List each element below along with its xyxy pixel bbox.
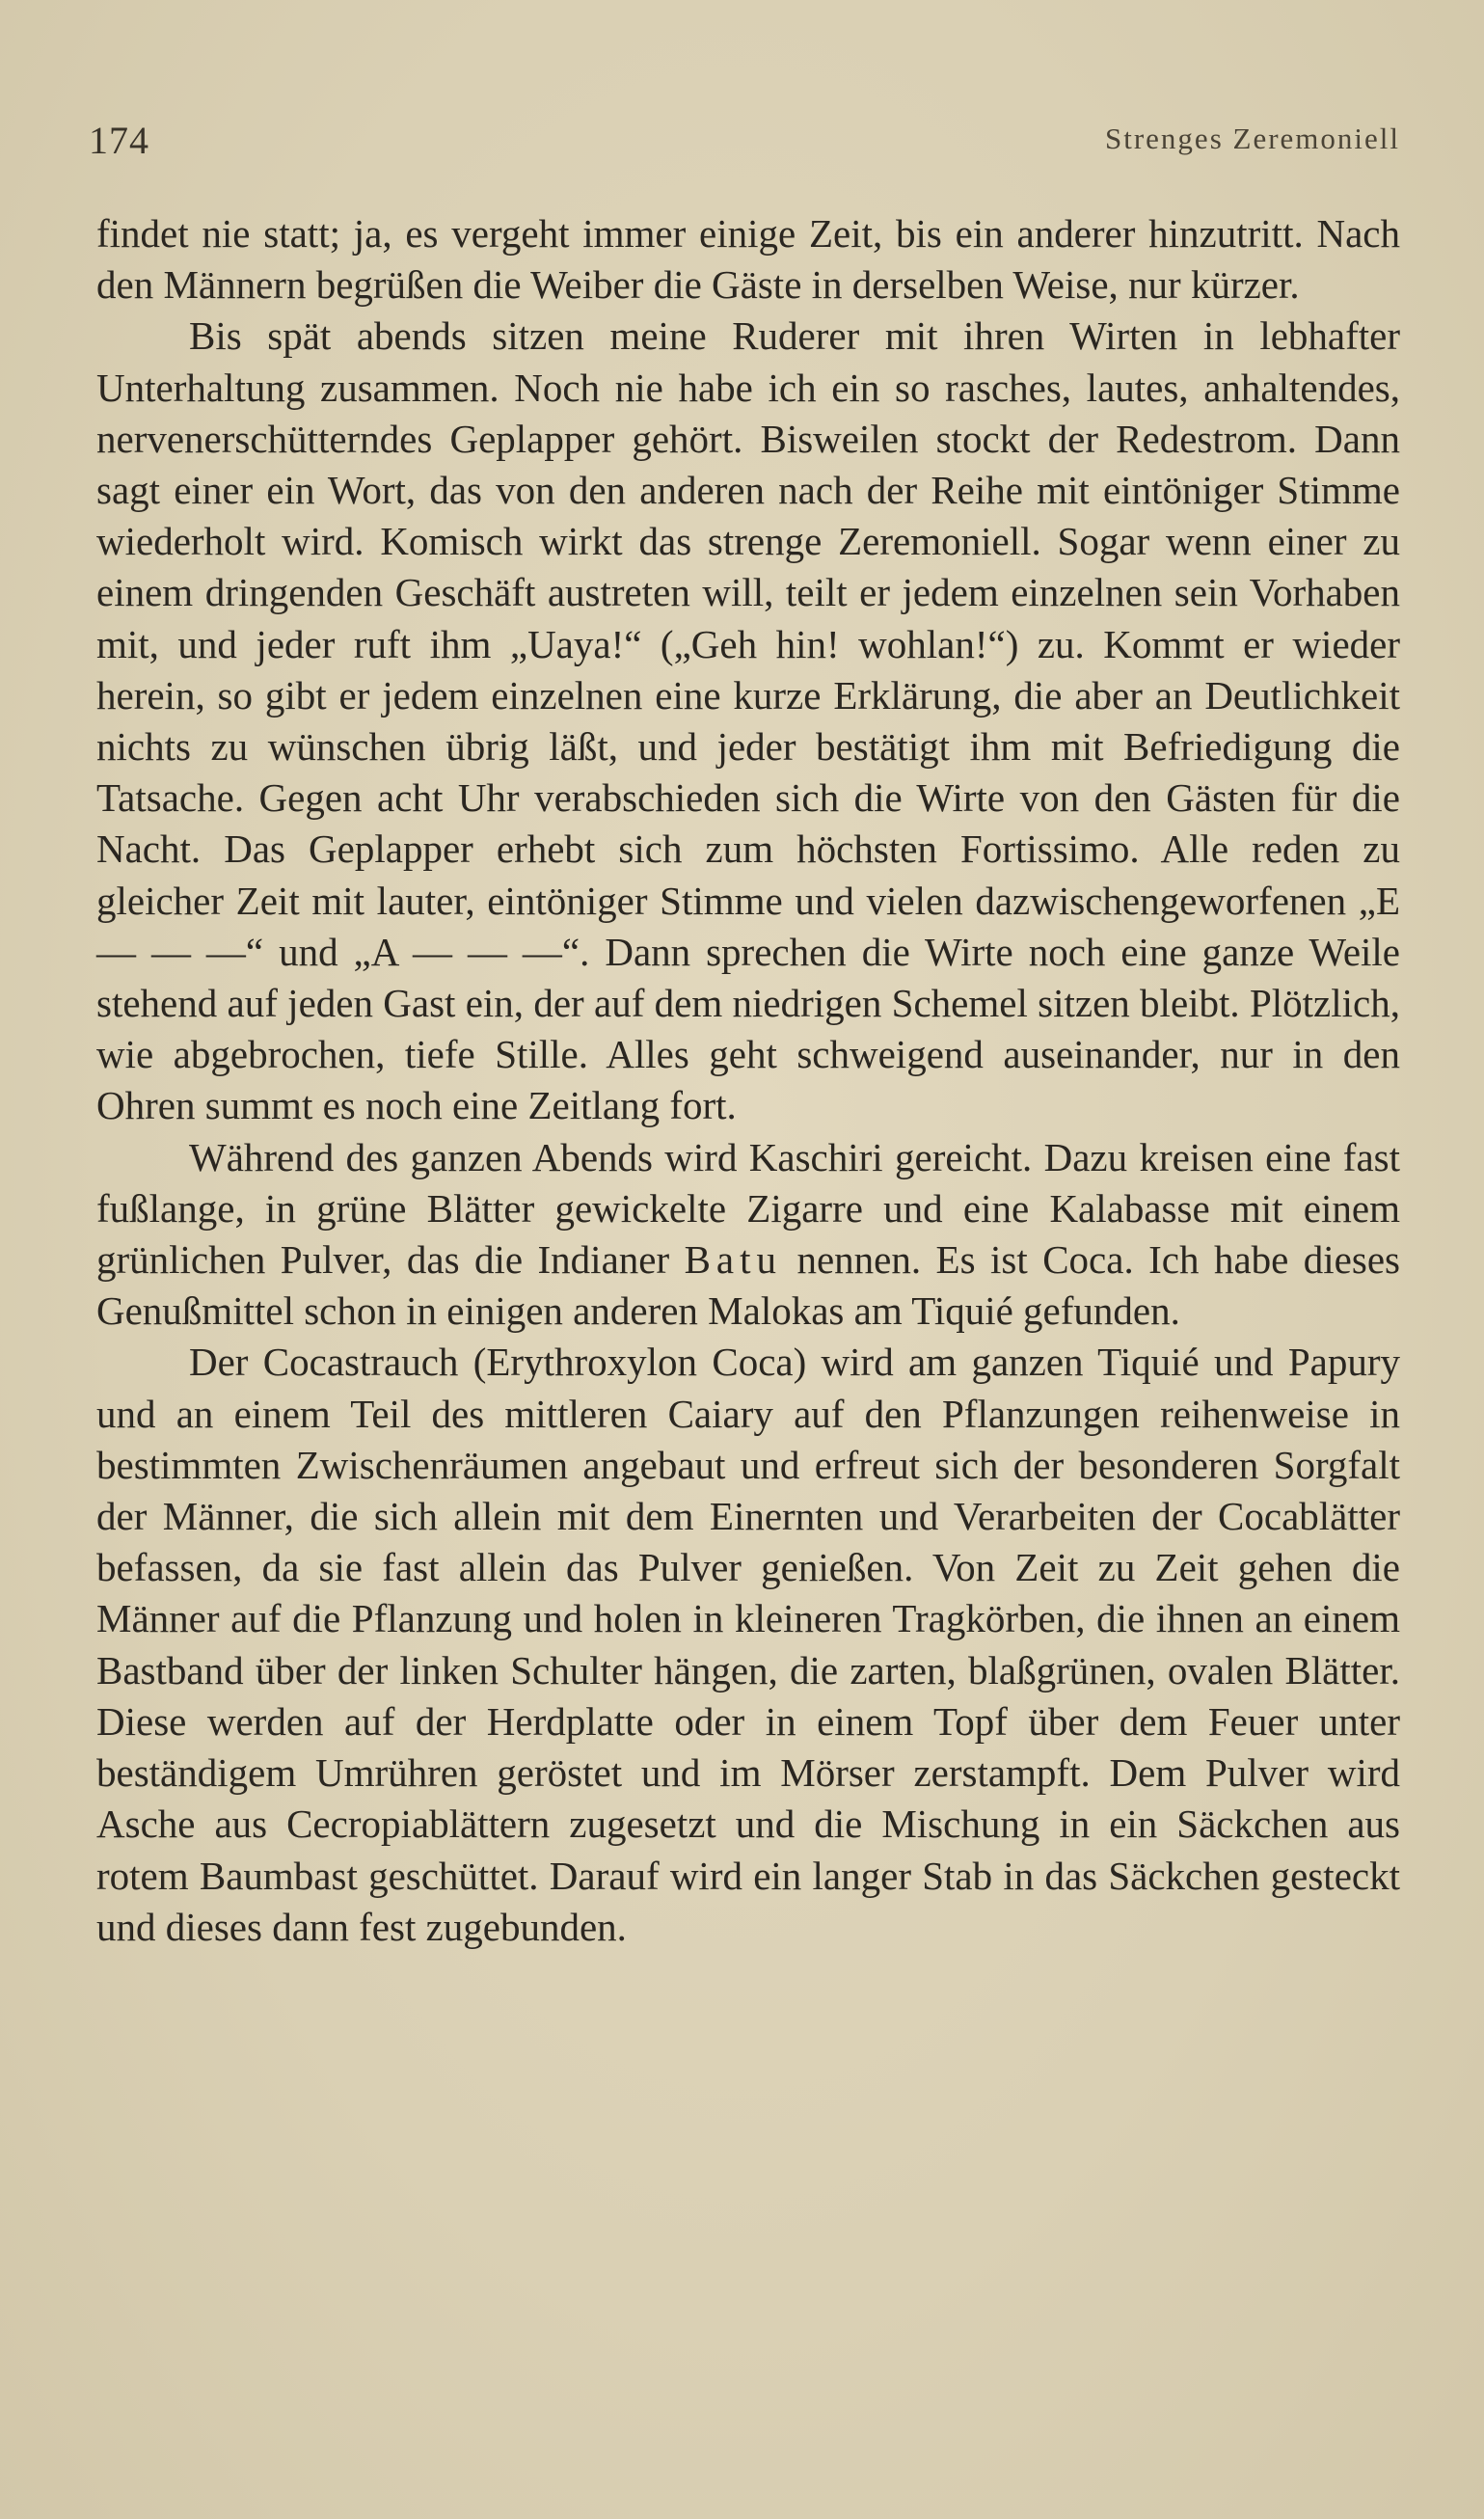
body-text [96, 208, 1400, 1953]
running-head: Strenges Zeremoniell [1105, 122, 1400, 155]
paragraph-3-text-before: Während des ganzen Abends wird Kaschiri gereicht. Dazu kreisen eine fast fußlange, in grüne Blätter gewickelte Zigarre und eine Kalabasse mit einem grünlichen Pulver, das die Indianer [96, 1134, 1400, 1283]
paragraph-1: findet nie statt; ja, es vergeht immer einige Zeit, bis ein anderer hinzutritt. Nach den Männern begrüßen die Weiber die Gäste in derselben Weise, nur kürzer. [96, 211, 1400, 308]
paragraph-2: Bis spät abends sitzen meine Ruderer mit ihren Wirten in lebhafter Unterhaltung zusammen. Noch nie habe ich ein so rasches, lautes, anhaltendes, nervenerschütterndes Geplapper gehört. Bisweilen stockt der Redestrom. Dann sagt einer ein Wort, das von den anderen nach der Reihe mit eintöniger Stimme wiederholt wird. Komisch wirkt das strenge Zeremoniell. Sogar wenn einer zu einem dringenden Geschäft austreten will, teilt er jedem einzelnen sein Vorhaben mit, und jeder ruft ihm „Uaya!“ („Geh hin! wohlan!“) zu. Kommt er wieder herein, so gibt er jedem einzelnen eine kurze Erklärung, die aber an Deutlichkeit nichts zu wünschen übrig läßt, und jeder bestätigt ihm mit Befriedigung die Tatsache. Gegen acht Uhr verabschieden sich die Wirte von den Gästen für die Nacht. Das Geplapper erhebt sich zum höchsten Fortissimo. Alle reden zu gleicher Zeit mit lauter, eintöniger Stimme und vielen dazwischengeworfenen „E — — —“ und „A — — —“. Dann sprechen die Wirte noch eine ganze Weile stehend auf jeden Gast ein, der auf dem niedrigen Schemel sitzen bleibt. Plötzlich, wie abgebrochen, tiefe Stille. Alles geht schweigend auseinander, nur in den Ohren summt es noch eine Zeitlang fort. [96, 313, 1400, 1128]
paragraph-3-text-after: nennen. Es ist Coca. Ich habe dieses Genußmittel schon in einigen anderen Malokas am Tiquié gefunden. [96, 1237, 1400, 1334]
page-number: 174 [89, 119, 149, 162]
paragraph-4: Der Cocastrauch (Erythroxylon Coca) wird am ganzen Tiquié und Papury und an einem Teil des mittleren Caiary auf den Pflanzungen reihenweise in bestimmten Zwischenräumen angebaut und erfreut sich der besonderen Sorgfalt der Männer, die sich allein mit dem Einernten und Verarbeiten der Cocablätter befassen, da sie fast allein das Pulver genießen. Von Zeit zu Zeit gehen die Männer auf die Pflanzung und holen in kleineren Tragkörben, die ihnen an einem Bastband über der linken Schulter hängen, die zarten, blaßgrünen, ovalen Blätter. Diese werden auf der Herdplatte oder in einem Topf über dem Feuer unter beständigem Umrühren geröstet und im Mörser zerstampft. Dem Pulver wird Asche aus Cecropiablättern zugesetzt und die Mischung in ein Säckchen aus rotem Baumbast geschüttet. Darauf wird ein langer Stab in das Säckchen gesteckt und dieses dann fest zugebunden. [96, 1340, 1400, 1949]
paragraph-3 [96, 1132, 1400, 1338]
spaced-word-batu: Batu [684, 1237, 783, 1283]
page-header [89, 118, 1400, 172]
